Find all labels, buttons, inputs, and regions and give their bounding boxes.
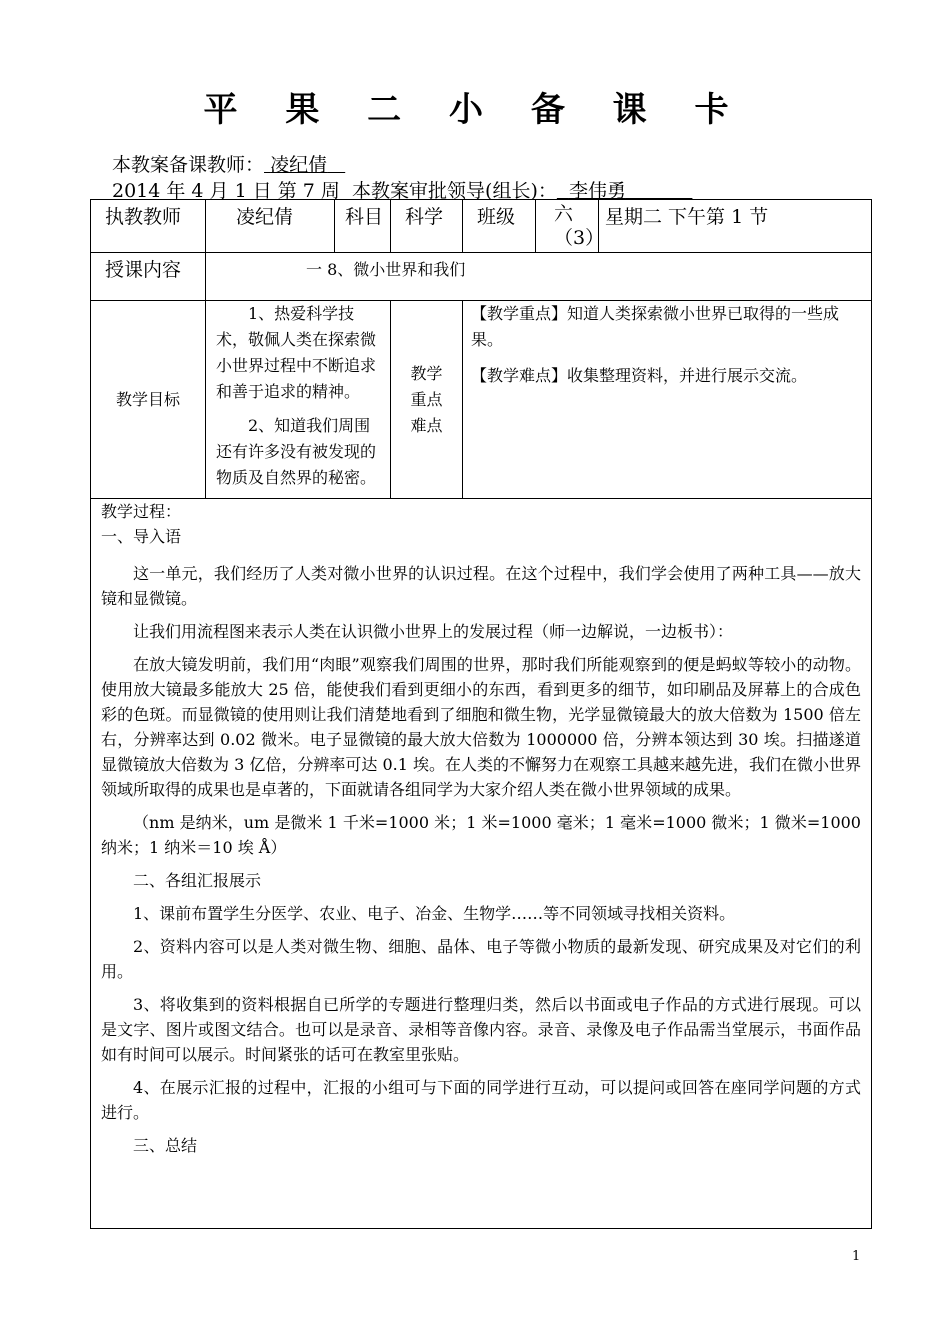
teacher-label-cell: 执教教师 [91,200,206,253]
process-row [91,499,872,1229]
content-cell: 一 8、微小世界和我们 [206,253,872,301]
paragraph-5: 1、课前布置学生分医学、农业、电子、冶金、生物学……等不同领域寻找相关资料。 [133,904,736,923]
teacher-name: 凌纪倩 [270,154,328,176]
lesson-table [90,199,872,1229]
keypoints-label: 教学重点难点 [410,363,443,435]
teacher-label: 本教案备课教师： [112,154,265,176]
difficulty-text: 【教学难点】收集整理资料，并进行展示交流。 [471,366,808,385]
class-cell: 六（3） [536,200,599,253]
teacher-cell: 凌纪倩 [206,200,335,253]
content-row [91,253,872,301]
process-heading: 教学过程： [101,502,182,521]
section-2-heading: 二、各组汇报展示 [133,871,262,890]
info-row [91,200,872,253]
approver-label: 本教案审批领导(组长)： [352,180,557,202]
page-number: 1 [852,1249,861,1264]
keypoints-cell [463,301,872,499]
keypoints-label-cell [391,301,463,499]
time-cell: 星期二 下午第 1 节 [599,200,872,253]
paragraph-8: 4、在展示汇报的过程中，汇报的小组可与下面的同学进行互动，可以提问或回答在座同学问题的方式进行。 [101,1078,861,1122]
teacher-line [112,150,345,177]
subject-cell: 科学 [391,200,463,253]
subject-label-cell: 科目 [335,200,391,253]
paragraph-6: 2、资料内容可以是人类对微生物、细胞、晶体、电子等微小物质的最新发现、研究成果及对它们的利用。 [101,937,861,981]
paragraph-3: 在放大镜发明前，我们用“肉眼”观察我们周围的世界，那时我们所能观察到的便是蚂蚁等较小的动物。使用放大镜最多能放大 25 倍，能使我们看到更细小的东西，看到更多的细节，如印刷品及屏幕上的合成色彩的色斑。而显微镜的使用则让我们清楚地看到了细胞和微生物，光学显微镜最大的放大倍数为 1500 倍左右，分辨率达到 0.02 微米。电子显微镜的最大放大倍数为 1000000 倍，分辨本领达到 30 埃。扫描遂道显微镜放大倍数为 3 亿倍，分辨率可达 0.1 埃。在人类的不懈努力在观察工具越来越先进，我们在微小世界领域所取得的成果也是卓著的，下面就请各组同学为大家介绍人类在微小世界领域的成果。 [101,655,861,799]
paragraph-4: （nm 是纳米，um 是微米 1 千米=1000 米；1 米=1000 毫米；1 毫米=1000 微米；1 微米=1000 纳米；1 纳米＝10 埃 Å） [101,813,861,857]
objectives-row [91,301,872,499]
page-title: 平 果 二 小 备 课 卡 [203,90,747,130]
objective-1: 1、热爱科学技术，敬佩人类在探索微小世界过程中不断追求和善于追求的精神。 [216,304,377,401]
objectives-label-cell: 教学目标 [91,301,206,499]
paragraph-7: 3、将收集到的资料根据自已所学的专题进行整理归类，然后以书面或电子作品的方式进行展现。可以是文字、图片或图文结合。也可以是录音、录相等音像内容。录音、录像及电子作品需当堂展示，书面作品如有时间可以展示。时间紧张的话可在教室里张贴。 [101,995,861,1064]
paragraph-2: 让我们用流程图来表示人类在认识微小世界上的发展过程（师一边解说，一边板书）： [133,622,734,641]
focus-text: 【教学重点】知道人类探索微小世界已取得的一些成果。 [471,304,840,349]
content-label-cell: 授课内容 [91,253,206,301]
section-3-heading: 三、总结 [133,1136,198,1155]
class-label-cell: 班级 [463,200,536,253]
section-1-heading: 一、导入语 [101,527,182,546]
approver-name: 李伟勇 [568,180,626,202]
paragraph-1: 这一单元，我们经历了人类对微小世界的认识过程。在这个过程中，我们学会使用了两种工具——放大镜和显微镜。 [101,564,861,608]
objectives-cell [206,301,391,499]
date: 2014 年 4 月 1 日 第 7 周 [112,180,340,202]
objective-2: 2、知道我们周围还有许多没有被发现的物质及自然界的秘密。 [216,416,377,487]
process-cell [91,499,872,1229]
